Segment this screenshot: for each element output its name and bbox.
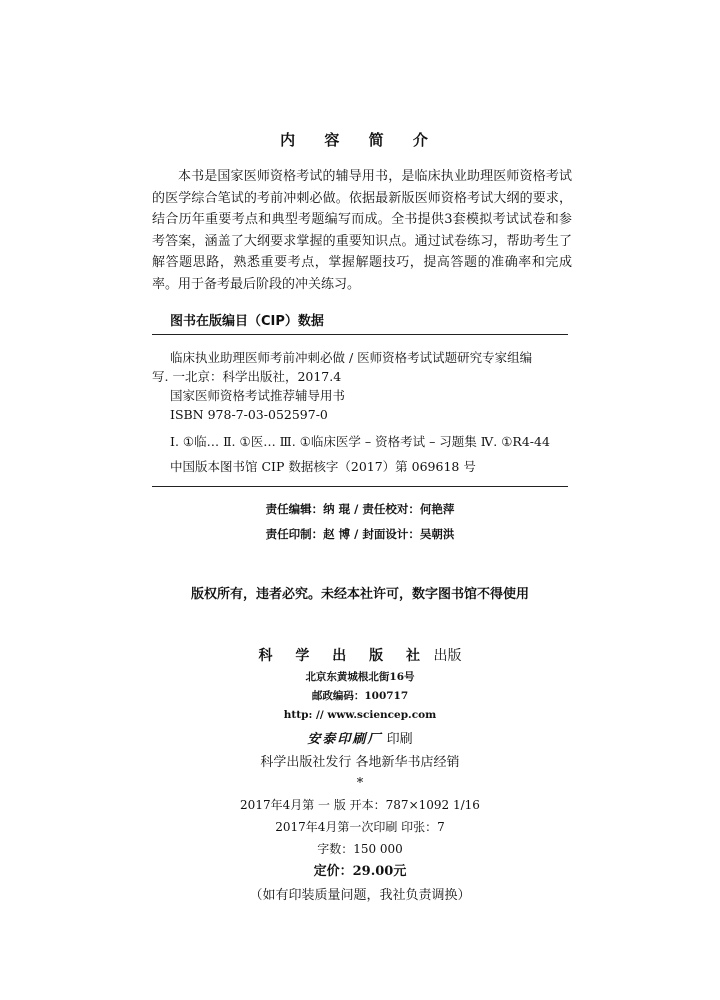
- cip-series: 国家医师资格考试推荐辅导用书: [170, 388, 346, 403]
- cip-classification: Ⅰ. ①临… Ⅱ. ①医… Ⅲ. ①临床医学 – 资格考试 – 习题集 Ⅳ. ①R4-44: [170, 434, 550, 449]
- copyright-notice: 版权所有，违者必究。未经本社许可，数字图书馆不得使用: [190, 587, 529, 602]
- printer-name: 安泰印刷厂: [307, 732, 383, 747]
- summary-text: 本书是国家医师资格考试的辅导用书，是临床执业助理医师资格考试的医学综合笔试的考前冲刺必做。依据最新版医师资格考试大纲的要求，结合历年重要考点和典型考题编写而成。全书提供3套模拟考试试卷和参考答案，涵盖了大纲要求掌握的重要知识点。通过试卷练习，帮助考生了解答题思路，熟悉重要考点，掌握解题技巧，提高答题的准确率和完成率。用于备考最后阶段的冲关练习。: [152, 169, 572, 292]
- cip-bottom-rule: [152, 486, 568, 487]
- distribution-line: 科学出版社发行 各地新华书店经销: [260, 755, 460, 770]
- printing-line: 2017年4月第一次印刷 印张：7: [275, 820, 445, 834]
- credits-block: [0, 497, 720, 547]
- cip-isbn: ISBN 978-7-03-052597-0: [170, 407, 328, 422]
- publisher-postcode: 邮政编码：100717: [311, 690, 409, 702]
- separator-star: *: [356, 776, 364, 791]
- credits-editors: 责任编辑：纳 琨 / 责任校对：何艳萍: [265, 502, 455, 516]
- publisher-block: [0, 644, 720, 908]
- publisher-name: 科 学 出 版 社: [258, 648, 430, 664]
- publisher-line: [0, 644, 720, 668]
- edition-line: 2017年4月第 一 版 开本：787×1092 1/16: [240, 798, 480, 812]
- cip-book-title-line: 临床执业助理医师考前冲刺必做 / 医师资格考试试题研究专家组编: [170, 350, 533, 365]
- word-count: 字数：150 000: [317, 842, 403, 856]
- cip-top-rule: [152, 334, 568, 335]
- summary-title: 内 容 简 介: [280, 131, 440, 149]
- cip-record-number: 中国版本图书馆 CIP 数据核字（2017）第 069618 号: [170, 459, 476, 474]
- printer-suffix: 印刷: [386, 732, 413, 747]
- price: 定价：29.00元: [313, 864, 407, 879]
- cip-data-block: [152, 348, 568, 476]
- cip-title: 图书在版编目（CIP）数据: [170, 314, 324, 329]
- cip-publication-line: 写. 一北京：科学出版社，2017.4: [152, 369, 342, 384]
- printer-line: [0, 728, 720, 751]
- quality-notice: （如有印装质量问题，我社负责调换）: [249, 888, 471, 903]
- summary-section: [152, 166, 572, 295]
- publisher-website: http: // www.sciencep.com: [283, 709, 437, 721]
- publisher-suffix: 出版: [433, 648, 462, 664]
- publisher-address: 北京东黄城根北街16号: [305, 671, 415, 683]
- credits-production: 责任印制：赵 博 / 封面设计：吴朝洪: [265, 527, 455, 541]
